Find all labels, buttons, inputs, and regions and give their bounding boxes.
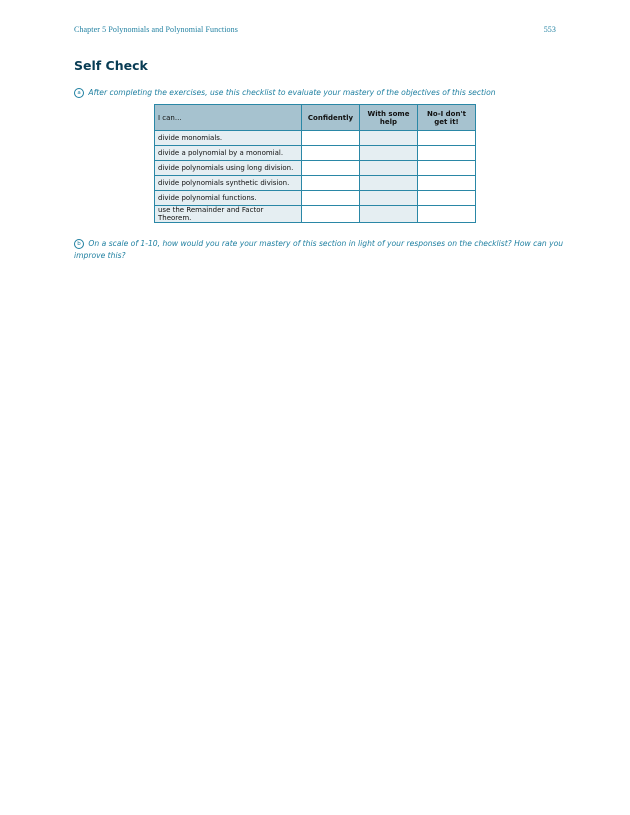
header-confidently: Confidently — [302, 105, 360, 131]
prompt-a-text: After completing the exercises, use this checklist to evaluate your mastery of the objectives of this section — [88, 88, 496, 97]
self-check-checklist — [154, 104, 476, 223]
prompt-a-marker: a — [74, 88, 84, 98]
dont-get-it-cell[interactable] — [418, 191, 476, 206]
with-some-help-cell[interactable] — [360, 161, 418, 176]
with-some-help-cell[interactable] — [360, 206, 418, 223]
header-with-some-help: With some help — [360, 105, 418, 131]
confidently-cell[interactable] — [302, 161, 360, 176]
dont-get-it-cell[interactable] — [418, 146, 476, 161]
chapter-title: Chapter 5 Polynomials and Polynomial Functions — [74, 25, 238, 34]
dont-get-it-cell[interactable] — [418, 131, 476, 146]
confidently-cell[interactable] — [302, 176, 360, 191]
with-some-help-cell[interactable] — [360, 131, 418, 146]
checklist-row — [155, 206, 476, 223]
objective-text: divide monomials. — [155, 131, 302, 146]
checklist-row — [155, 161, 476, 176]
objective-text: divide polynomial functions. — [155, 191, 302, 206]
prompt-b — [74, 238, 564, 262]
checklist-row — [155, 191, 476, 206]
section-title: Self Check — [74, 58, 148, 73]
checklist-header-row — [155, 105, 476, 131]
objective-text: use the Remainder and Factor Theorem. — [155, 206, 302, 223]
with-some-help-cell[interactable] — [360, 146, 418, 161]
checklist-row — [155, 176, 476, 191]
prompt-a — [74, 87, 564, 99]
objective-text: divide a polynomial by a monomial. — [155, 146, 302, 161]
confidently-cell[interactable] — [302, 131, 360, 146]
objective-text: divide polynomials synthetic division. — [155, 176, 302, 191]
prompt-b-text: On a scale of 1-10, how would you rate your mastery of this section in light of your responses on the checklist? How can you improve this? — [74, 239, 564, 260]
dont-get-it-cell[interactable] — [418, 206, 476, 223]
with-some-help-cell[interactable] — [360, 176, 418, 191]
prompt-b-marker: b — [74, 239, 84, 249]
running-header — [74, 25, 556, 34]
dont-get-it-cell[interactable] — [418, 176, 476, 191]
with-some-help-cell[interactable] — [360, 191, 418, 206]
confidently-cell[interactable] — [302, 206, 360, 223]
checklist-row — [155, 146, 476, 161]
checklist-row — [155, 131, 476, 146]
header-dont-get-it: No-I don't get it! — [418, 105, 476, 131]
dont-get-it-cell[interactable] — [418, 161, 476, 176]
confidently-cell[interactable] — [302, 191, 360, 206]
confidently-cell[interactable] — [302, 146, 360, 161]
page-number: 553 — [543, 25, 556, 34]
header-i-can: I can... — [155, 105, 302, 131]
objective-text: divide polynomials using long division. — [155, 161, 302, 176]
